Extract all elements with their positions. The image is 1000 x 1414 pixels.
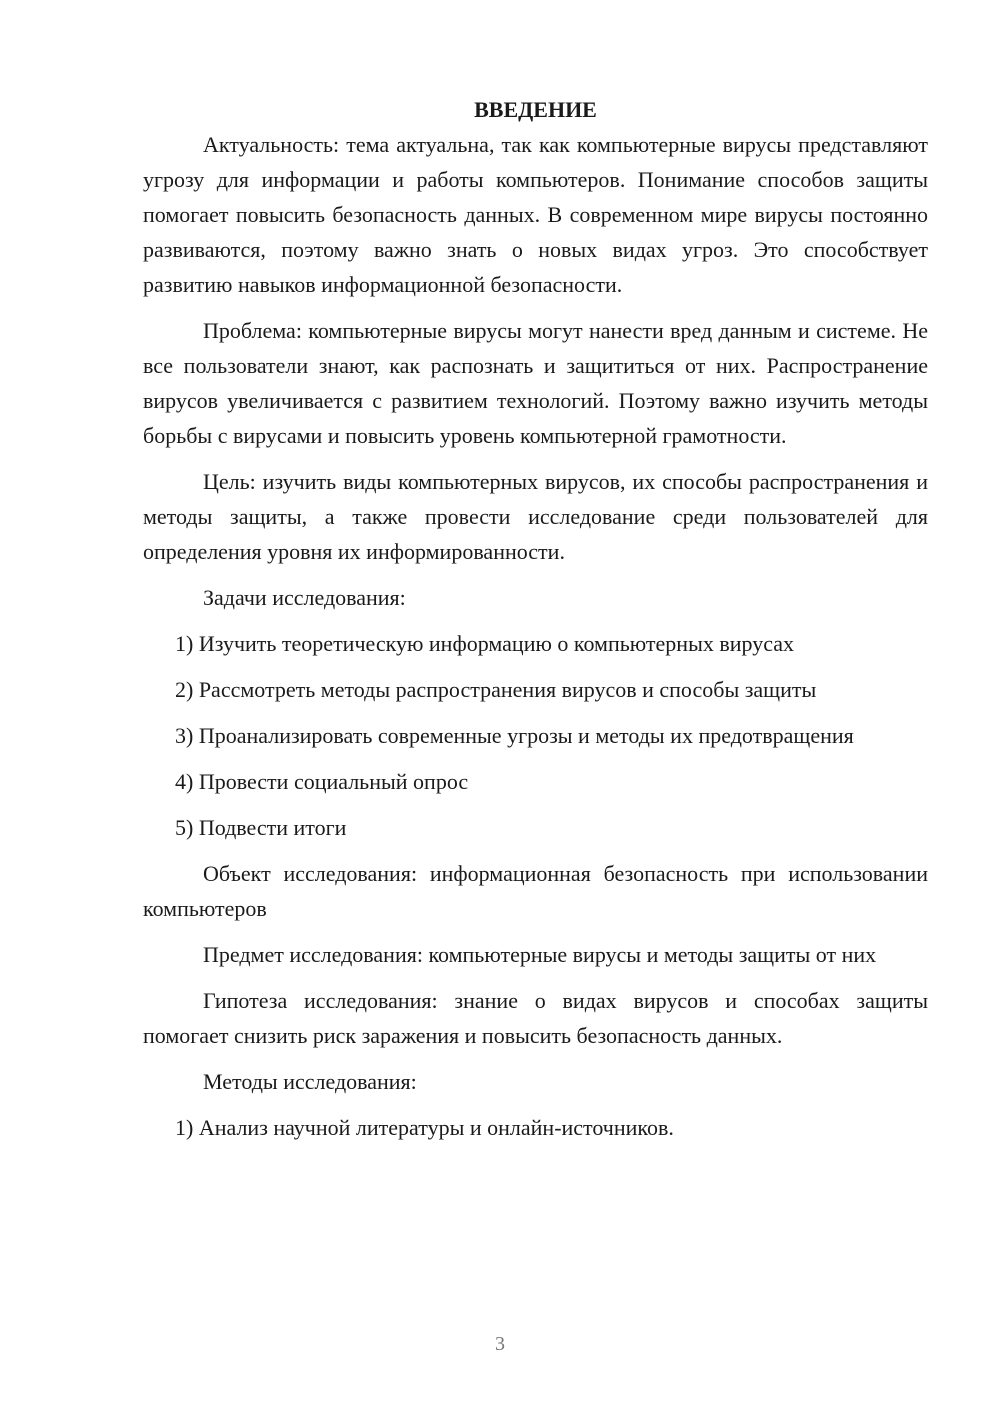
- task-item: 4) Провести социальный опрос: [175, 769, 469, 794]
- method-item: 1) Анализ научной литературы и онлайн-источников.: [175, 1115, 674, 1140]
- section-title: ВВЕДЕНИЕ: [474, 97, 597, 122]
- problem-paragraph: Проблема: компьютерные вирусы могут нанести вред данным и системе. Не все пользователи знают, как распознать и защититься от них. Распространение вирусов увеличивается с развитием технологий. Поэтому важно изучить методы борьбы с вирусами и повысить уровень компьютерной грамотности.: [143, 318, 928, 448]
- page-number: 3: [495, 1333, 505, 1355]
- task-item: 3) Проанализировать современные угрозы и методы их предотвращения: [175, 723, 854, 748]
- relevance-paragraph: Актуальность: тема актуальна, так как компьютерные вирусы представляют угрозу для информации и работы компьютеров. Понимание способов защиты помогает повысить безопасность данных. В современном мире вирусы постоянно развиваются, поэтому важно знать о новых видах угроз. Это способствует развитию навыков информационной безопасности.: [143, 132, 928, 297]
- document-page: [143, 92, 928, 1156]
- methods-heading: Методы исследования:: [203, 1069, 417, 1094]
- goal-paragraph: Цель: изучить виды компьютерных вирусов, их способы распространения и методы защиты, а также провести исследование среди пользователей для определения уровня их информированности.: [143, 469, 928, 564]
- subject-paragraph: Предмет исследования: компьютерные вирусы и методы защиты от них: [203, 942, 877, 967]
- task-item: 5) Подвести итоги: [175, 815, 347, 840]
- task-item: 2) Рассмотреть методы распространения вирусов и способы защиты: [175, 677, 817, 702]
- object-paragraph: Объект исследования: информационная безопасность при использовании компьютеров: [143, 861, 928, 921]
- hypothesis-paragraph: Гипотеза исследования: знание о видах вирусов и способах защиты помогает снизить риск заражения и повысить безопасность данных.: [143, 988, 928, 1048]
- task-item: 1) Изучить теоретическую информацию о компьютерных вирусах: [175, 631, 795, 656]
- tasks-heading: Задачи исследования:: [203, 585, 406, 610]
